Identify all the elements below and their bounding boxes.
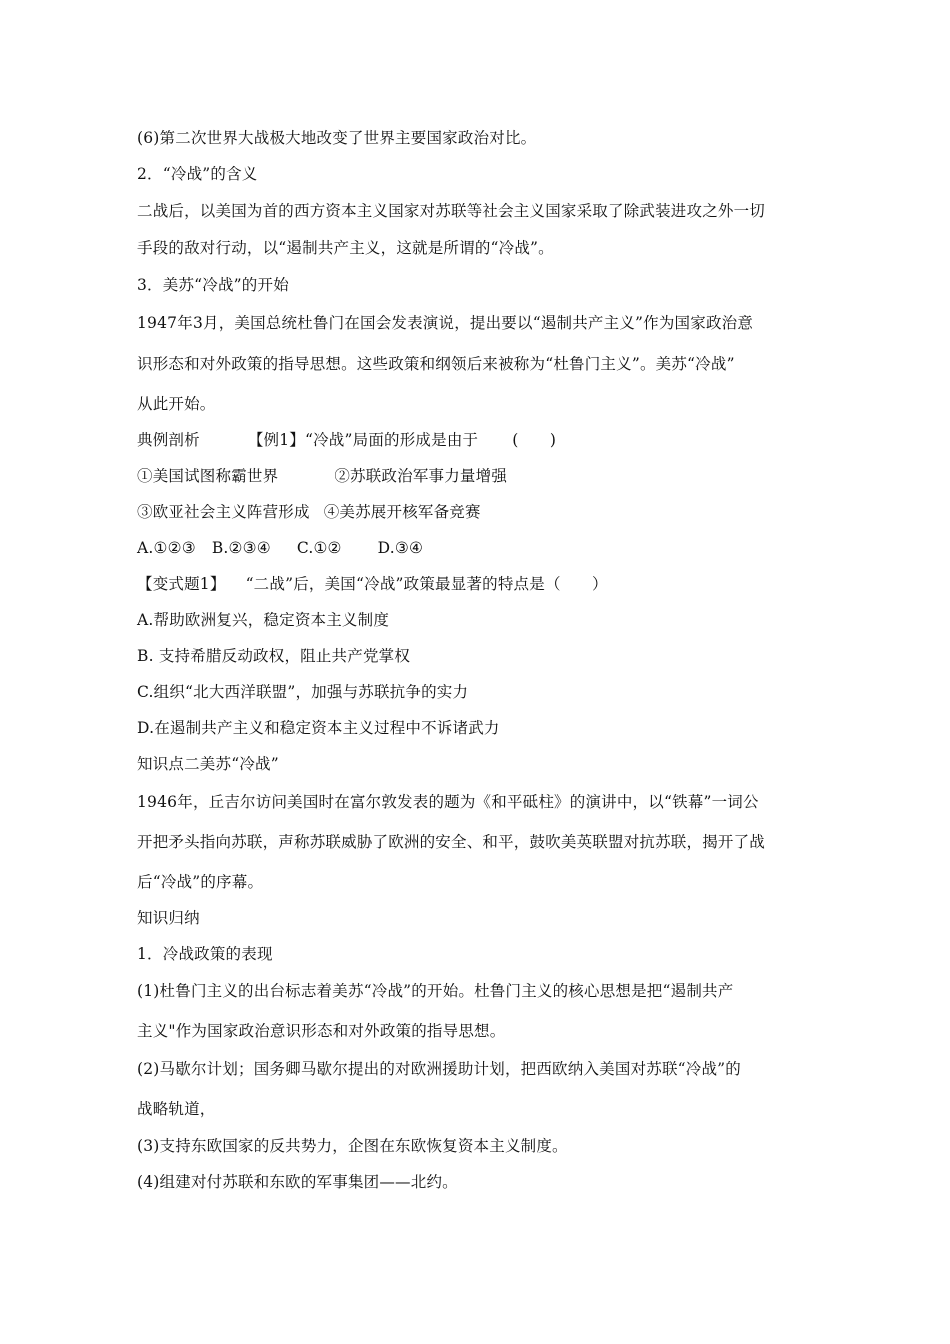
option-line <box>137 466 827 486</box>
text-line <box>137 238 827 258</box>
answer-choices <box>137 538 827 558</box>
text: 后“冷战”的序幕。 <box>137 873 264 891</box>
option-line <box>137 718 827 738</box>
text-line <box>137 354 827 374</box>
variant-question <box>137 574 827 594</box>
option-line <box>137 646 827 666</box>
text-line <box>137 981 827 1001</box>
choice-b: B.②③④ <box>211 539 271 557</box>
option: D.在遏制共产主义和稳定资本主义过程中不诉诸武力 <box>137 719 500 737</box>
option: A.帮助欧洲复兴，稳定资本主义制度 <box>137 611 390 629</box>
text: 识形态和对外政策的指导思想。这些政策和纲领后来被称为“杜鲁门主义”。美苏“冷战” <box>137 355 735 373</box>
text-line <box>137 872 827 892</box>
text-line <box>137 1136 827 1156</box>
text-line <box>137 394 827 414</box>
text-line <box>137 201 827 221</box>
text-line <box>137 1099 827 1119</box>
text-line <box>137 792 827 812</box>
text-line <box>137 128 827 148</box>
option: ④美苏展开核军备竞赛 <box>323 503 481 521</box>
text: (1)杜鲁门主义的出台标志着美苏“冷战”的开始。杜鲁门主义的核心思想是把“遏制共产 <box>137 982 734 1000</box>
choice-d: D.③④ <box>377 539 424 557</box>
text: 从此开始。 <box>137 395 216 413</box>
text: (4)组建对付苏联和东欧的军事集团——北约。 <box>137 1173 458 1191</box>
section-heading <box>137 164 827 184</box>
text-line <box>137 1021 827 1041</box>
text: 手段的敌对行动，以“遏制共产主义，这就是所谓的“冷战”。 <box>137 239 554 257</box>
text-line <box>137 1172 827 1192</box>
text: 知识点二美苏“冷战” <box>137 755 279 773</box>
text-line <box>137 313 827 333</box>
label: 典例剖析 <box>137 431 200 449</box>
text: 1．冷战政策的表现 <box>137 945 273 963</box>
option-line <box>137 610 827 630</box>
answer-blank: ( ) <box>512 431 557 449</box>
choice-a: A.①②③ <box>137 539 196 557</box>
text: 知识归纳 <box>137 909 200 927</box>
text: 1946年，丘吉尔访问美国时在富尔敦发表的题为《和平砥柱》的演讲中，以“铁幕”一词公 <box>137 793 759 811</box>
text-line <box>137 1059 827 1079</box>
section-heading <box>137 944 827 964</box>
option: ③欧亚社会主义阵营形成 <box>137 503 310 521</box>
section-heading <box>137 908 827 928</box>
text: (2)马歇尔计划；国务卿马歇尔提出的对欧洲援助计划，把西欧纳入美国对苏联“冷战”的 <box>137 1060 742 1078</box>
text: 开把矛头指向苏联，声称苏联威胁了欧洲的安全、和平，鼓吹美英联盟对抗苏联，揭开了战 <box>137 833 766 851</box>
label: 【变式题1】 <box>137 575 226 593</box>
option: C.组织“北大西洋联盟”，加强与苏联抗争的实力 <box>137 683 469 701</box>
text: 3．美苏“冷战”的开始 <box>137 276 289 294</box>
example-question <box>137 430 827 450</box>
text-line <box>137 832 827 852</box>
option: B. 支持希腊反动政权，阻止共产党掌权 <box>137 647 411 665</box>
text: 战略轨道， <box>137 1100 216 1118</box>
text: (6)第二次世界大战极大地改变了世界主要国家政治对比。 <box>137 129 537 147</box>
text: 主义"作为国家政治意识形态和对外政策的指导思想。 <box>137 1022 506 1040</box>
text: 1947年3月，美国总统杜鲁门在国会发表演说，提出要以“遏制共产主义”作为国家政治意 <box>137 314 754 332</box>
option-line <box>137 682 827 702</box>
text: 二战后，以美国为首的西方资本主义国家对苏联等社会主义国家采取了除武装进攻之外一切 <box>137 202 766 220</box>
question-text: 【例1】“冷战”局面的形成是由于 <box>247 431 479 449</box>
section-heading <box>137 275 827 295</box>
text: 2．“冷战”的含义 <box>137 165 258 183</box>
option: ②苏联政治军事力量增强 <box>334 467 508 485</box>
section-heading <box>137 754 827 774</box>
text: (3)支持东欧国家的反共势力，企图在东欧恢复资本主义制度。 <box>137 1137 568 1155</box>
question-text: “二战”后，美国“冷战”政策最显著的特点是（ ） <box>245 575 608 593</box>
option: ①美国试图称霸世界 <box>137 467 279 485</box>
choice-c: C.①② <box>296 539 342 557</box>
option-line <box>137 502 827 522</box>
